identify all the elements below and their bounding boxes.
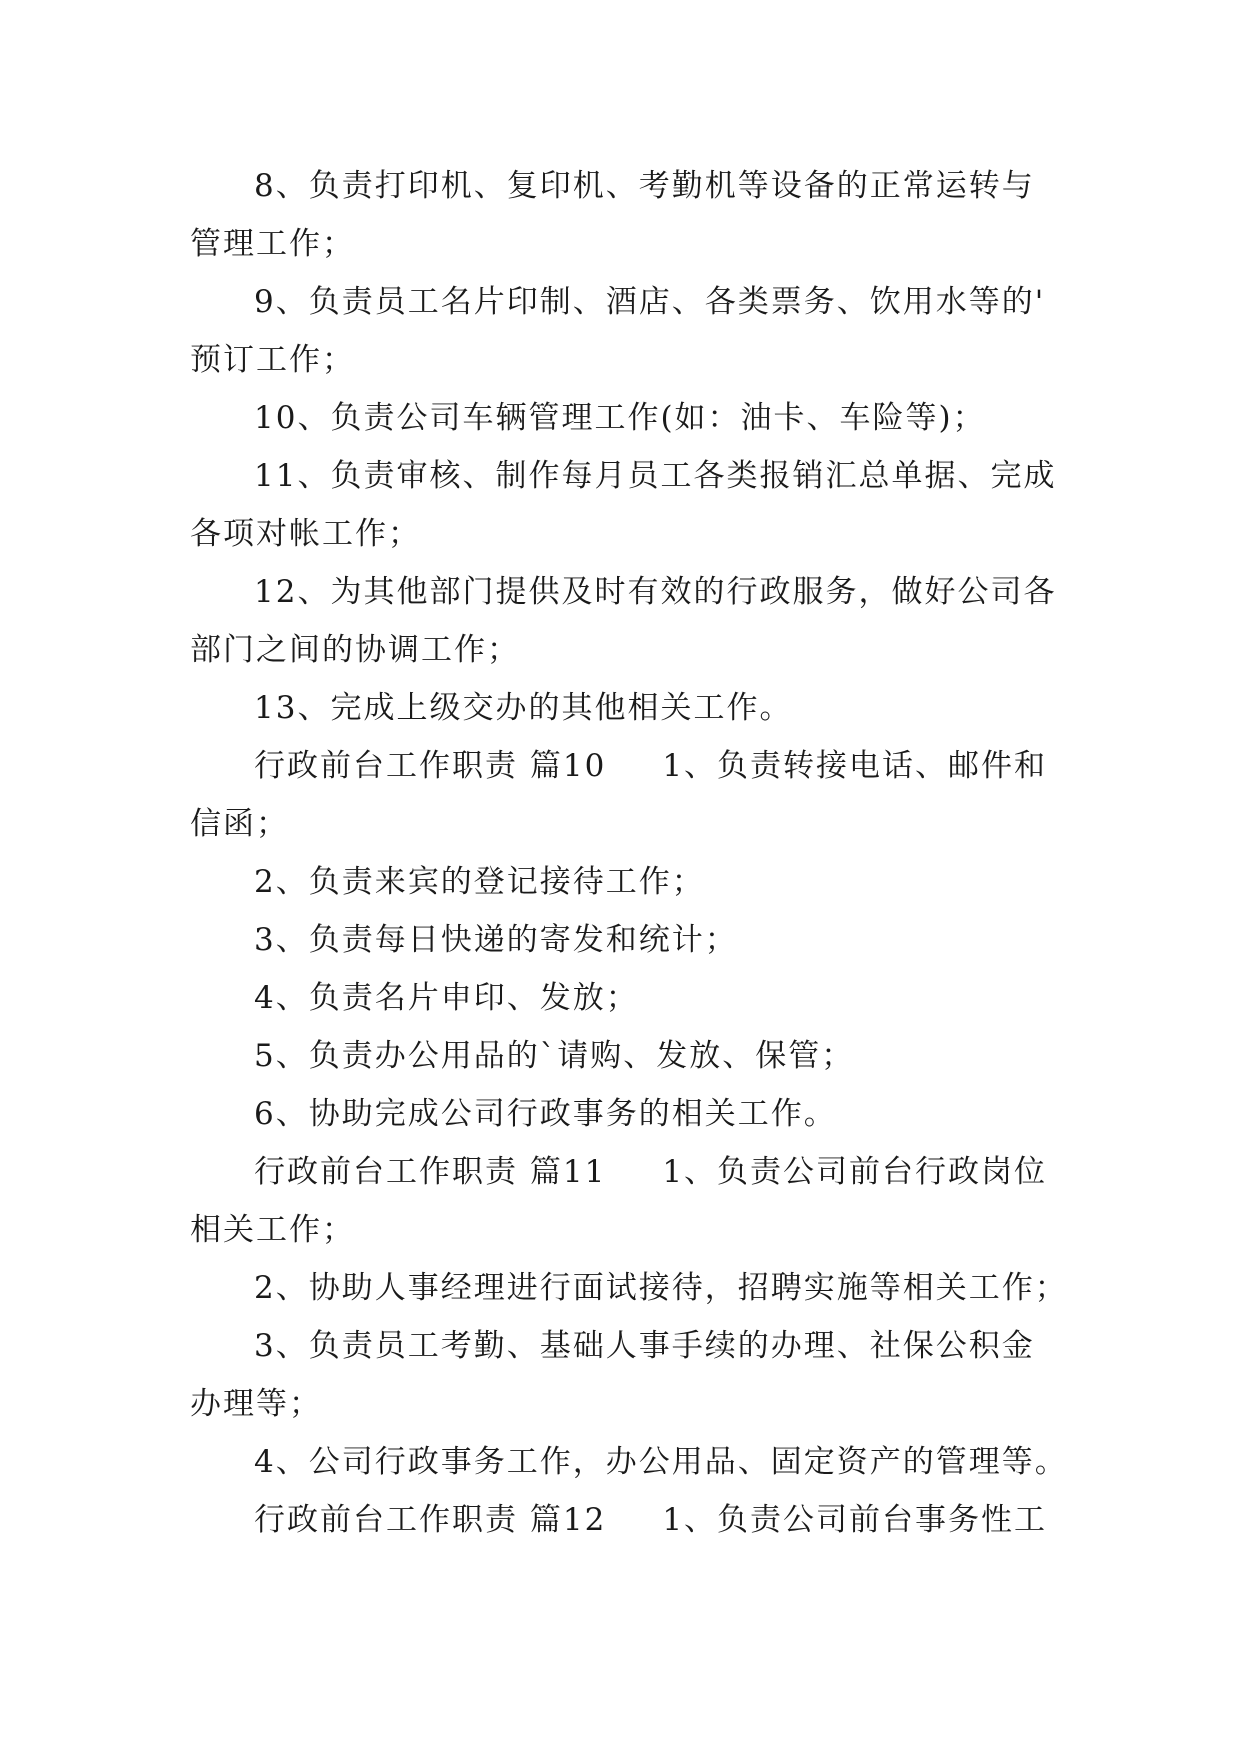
section-first-item: 1、负责转接电话、邮件和	[662, 748, 1048, 784]
text-line: 2、协助人事经理进行面试接待，招聘实施等相关工作；	[254, 1270, 1068, 1306]
section-first-item: 1、负责公司前台事务性工	[662, 1502, 1048, 1538]
text-line: 相关工作；	[190, 1212, 355, 1248]
section-first-item: 1、负责公司前台行政岗位	[662, 1154, 1048, 1190]
section-heading: 行政前台工作职责 篇12	[254, 1502, 607, 1538]
text-line: 6、协助完成公司行政事务的相关工作。	[254, 1096, 837, 1132]
text-line: 13、完成上级交办的其他相关工作。	[254, 690, 793, 726]
section-heading-line	[190, 1143, 1062, 1201]
text-line: 部门之间的协调工作；	[190, 632, 520, 668]
text-line: 11、负责审核、制作每月员工各类报销汇总单据、完成	[254, 458, 1057, 494]
text-line: 管理工作；	[190, 226, 355, 262]
section-heading-line	[190, 737, 1062, 795]
text-line: 2、负责来宾的登记接待工作；	[254, 864, 705, 900]
text-line: 预订工作；	[190, 342, 355, 378]
text-line: 4、负责名片申印、发放；	[254, 980, 639, 1016]
document-body	[190, 157, 1068, 1549]
section-heading-line	[190, 1491, 1062, 1549]
text-line: 信函；	[190, 806, 289, 842]
text-line: 办理等；	[190, 1386, 322, 1422]
text-line: 3、负责员工考勤、基础人事手续的办理、社保公积金	[254, 1328, 1035, 1364]
text-line: 4、公司行政事务工作，办公用品、固定资产的管理等。	[254, 1444, 1068, 1480]
section-heading: 行政前台工作职责 篇11	[254, 1154, 607, 1190]
text-line: 3、负责每日快递的寄发和统计；	[254, 922, 738, 958]
text-line: 5、负责办公用品的`请购、发放、保管；	[254, 1038, 855, 1074]
text-line: 10、负责公司车辆管理工作(如：油卡、车险等)；	[254, 400, 986, 436]
text-line: 12、为其他部门提供及时有效的行政服务，做好公司各	[254, 574, 1057, 610]
text-line: 各项对帐工作；	[190, 516, 421, 552]
section-heading: 行政前台工作职责 篇10	[254, 748, 607, 784]
text-line: 8、负责打印机、复印机、考勤机等设备的正常运转与	[254, 168, 1035, 204]
text-line: 9、负责员工名片印制、酒店、各类票务、饮用水等的'	[254, 284, 1046, 320]
